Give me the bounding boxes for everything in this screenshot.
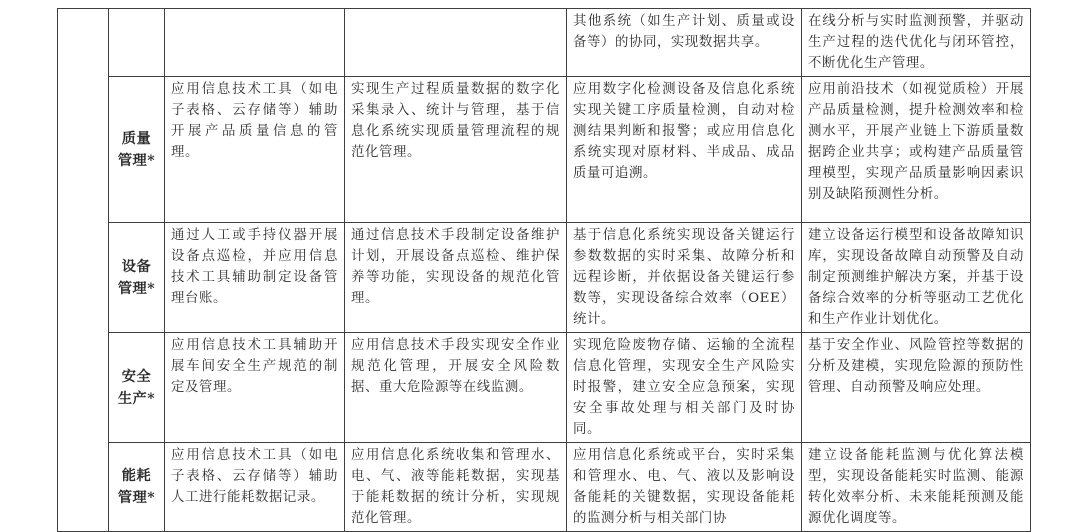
table-cell: 应用数字化检测设备及信息化系统实现关键工序质量检测，自动对检测结果判断和报警；或应用信息化系统实现对原材料、半成品、成品质量可追溯。 bbox=[567, 77, 802, 223]
table-cell: 应用信息技术工具（如电子表格、云存储等）辅助人工进行能耗数据记录。 bbox=[165, 443, 345, 532]
row-label-equipment: 设备管理* bbox=[109, 223, 165, 333]
empty-label-cell bbox=[109, 9, 165, 77]
table-cell: 建立设备能耗监测与优化算法模型，实现设备能耗实时监测、能源转化效率分析、未来能耗预测及能源优化调度等。 bbox=[802, 443, 1031, 532]
table-row bbox=[58, 223, 1031, 333]
table-cell: 应用前沿技术（如视觉质检）开展产品质量检测，提升检测效率和检测水平，开展产业链上下游质量数据跨企业共享；或构建产品质量管理模型，实现产品质量影响因素识别及缺陷预测性分析。 bbox=[802, 77, 1031, 223]
table-cell: 实现危险废物存储、运输的全流程信息化管理，实现安全生产风险实时报警，建立安全应急预案，实现安全事故处理与相关部门及时协同。 bbox=[567, 333, 802, 443]
capability-table bbox=[57, 8, 1031, 532]
table-row bbox=[58, 9, 1031, 77]
table-row bbox=[58, 77, 1031, 223]
row-label-safety: 安全生产* bbox=[109, 333, 165, 443]
table-cell: 应用信息化系统或平台，实时采集和管理水、电、气、液以及影响设备能耗的关键数据，实现设备能耗的监测分析与相关部门协 bbox=[567, 443, 802, 532]
table-cell: 基于信息化系统实现设备关键运行参数数据的实时采集、故障分析和远程诊断，并依据设备关键运行参数等，实现设备综合效率（OEE）统计。 bbox=[567, 223, 802, 333]
table-row bbox=[58, 443, 1031, 532]
table-cell: 应用信息技术手段实现安全作业规范化管理，开展安全风险数据、重大危险源等在线监测。 bbox=[345, 333, 567, 443]
table-cell: 建立设备运行模型和设备故障知识库，实现设备故障自动预警及自动制定预测维护解决方案，并基于设备综合效率的分析等驱动工艺优化和生产作业计划优化。 bbox=[802, 223, 1031, 333]
table-cell: 应用信息技术工具（如电子表格、云存储等）辅助开展产品质量信息的管理。 bbox=[165, 77, 345, 223]
row-label-energy: 能耗管理* bbox=[109, 443, 165, 532]
table-cell: 通过信息技术手段制定设备维护计划，开展设备点巡检、维护保养等功能，实现设备的规范化管理。 bbox=[345, 223, 567, 333]
table-cell: 其他系统（如生产计划、质量或设备等）的协同，实现数据共享。 bbox=[567, 9, 802, 77]
document-page bbox=[57, 8, 1030, 526]
table-cell: 应用信息技术工具辅助开展车间安全生产规范的制定及管理。 bbox=[165, 333, 345, 443]
table-row bbox=[58, 333, 1031, 443]
empty-cell bbox=[345, 9, 567, 77]
empty-cell bbox=[165, 9, 345, 77]
table-cell: 应用信息化系统收集和管理水、电、气、液等能耗数据，实现基于能耗数据的统计分析，实现规范化管理。 bbox=[345, 443, 567, 532]
merged-left-cell bbox=[58, 9, 109, 532]
row-label-quality: 质量管理* bbox=[109, 77, 165, 223]
table-cell: 实现生产过程质量数据的数字化采集录入、统计与管理，基于信息化系统实现质量管理流程的规范化管理。 bbox=[345, 77, 567, 223]
table-cell: 通过人工或手持仪器开展设备点巡检，并应用信息技术工具辅助制定设备管理台账。 bbox=[165, 223, 345, 333]
table-cell: 在线分析与实时监测预警，并驱动生产过程的迭代优化与闭环管控，不断优化生产管理。 bbox=[802, 9, 1031, 77]
table-cell: 基于安全作业、风险管控等数据的分析及建模，实现危险源的预防性管理、自动预警及响应处理。 bbox=[802, 333, 1031, 443]
